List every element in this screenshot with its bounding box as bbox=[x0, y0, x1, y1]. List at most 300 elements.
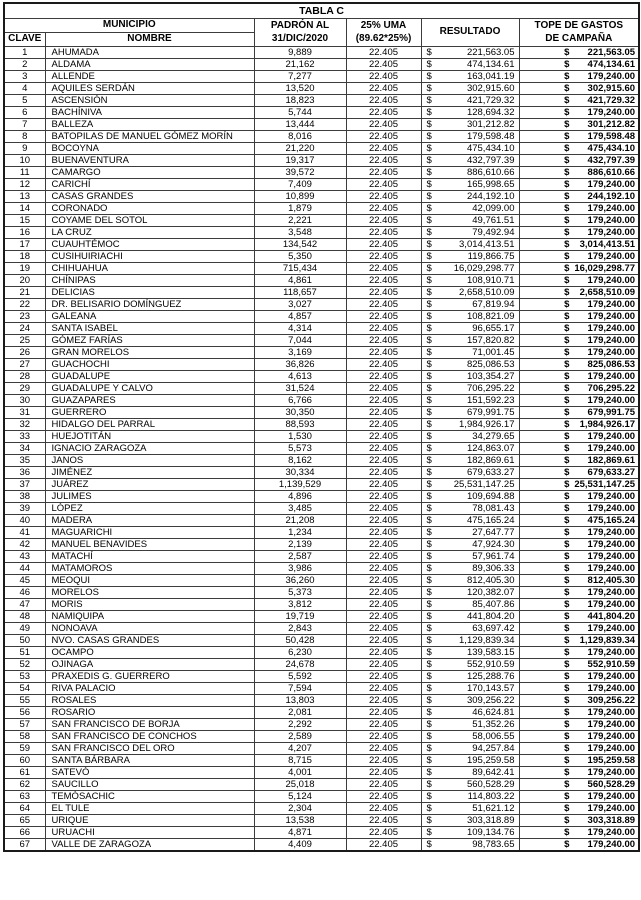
resultado-amount: 96,655.17 bbox=[472, 323, 515, 334]
resultado-cell bbox=[421, 791, 519, 803]
resultado-amount: 179,598.48 bbox=[466, 131, 515, 142]
uma-cell: 22.405 bbox=[346, 83, 421, 95]
nombre-cell: SANTA BÁRBARA bbox=[45, 755, 254, 767]
currency-symbol: $ bbox=[564, 479, 570, 490]
nombre-cell: JANOS bbox=[45, 455, 254, 467]
uma-cell: 22.405 bbox=[346, 587, 421, 599]
tope-amount: 679,991.75 bbox=[587, 407, 636, 418]
currency-symbol: $ bbox=[426, 251, 432, 262]
nombre-cell: ALDAMA bbox=[45, 59, 254, 71]
clave-cell: 6 bbox=[4, 107, 45, 119]
tope-cell bbox=[519, 431, 639, 443]
resultado-amount: 441,804.20 bbox=[466, 611, 515, 622]
table-title-row bbox=[4, 3, 639, 19]
clave-cell: 65 bbox=[4, 815, 45, 827]
resultado-amount: 170,143.57 bbox=[466, 683, 515, 694]
tope-amount: 179,240.00 bbox=[587, 647, 636, 658]
currency-symbol: $ bbox=[564, 227, 570, 238]
currency-symbol: $ bbox=[426, 107, 432, 118]
resultado-cell bbox=[421, 803, 519, 815]
resultado-amount: 309,256.22 bbox=[466, 695, 515, 706]
tope-cell bbox=[519, 455, 639, 467]
clave-cell: 31 bbox=[4, 407, 45, 419]
padron-cell: 3,548 bbox=[254, 227, 346, 239]
tope-cell bbox=[519, 755, 639, 767]
clave-cell: 41 bbox=[4, 527, 45, 539]
nombre-cell: LÓPEZ bbox=[45, 503, 254, 515]
clave-cell: 14 bbox=[4, 203, 45, 215]
tope-cell bbox=[519, 383, 639, 395]
tope-cell bbox=[519, 155, 639, 167]
uma-cell: 22.405 bbox=[346, 743, 421, 755]
currency-symbol: $ bbox=[564, 455, 570, 466]
currency-symbol: $ bbox=[564, 323, 570, 334]
currency-symbol: $ bbox=[564, 587, 570, 598]
resultado-cell bbox=[421, 227, 519, 239]
tope-cell bbox=[519, 395, 639, 407]
padron-cell: 5,573 bbox=[254, 443, 346, 455]
padron-cell: 4,861 bbox=[254, 275, 346, 287]
resultado-cell bbox=[421, 563, 519, 575]
resultado-cell bbox=[421, 215, 519, 227]
table-row bbox=[4, 791, 639, 803]
currency-symbol: $ bbox=[426, 443, 432, 454]
resultado-amount: 706,295.22 bbox=[466, 383, 515, 394]
table-row bbox=[4, 611, 639, 623]
resultado-amount: 139,583.15 bbox=[466, 647, 515, 658]
uma-cell: 22.405 bbox=[346, 551, 421, 563]
table-row bbox=[4, 239, 639, 251]
tope-amount: 886,610.66 bbox=[587, 167, 636, 178]
table-row bbox=[4, 491, 639, 503]
currency-symbol: $ bbox=[426, 299, 432, 310]
currency-symbol: $ bbox=[564, 827, 570, 838]
currency-symbol: $ bbox=[426, 695, 432, 706]
padron-cell: 24,678 bbox=[254, 659, 346, 671]
currency-symbol: $ bbox=[426, 659, 432, 670]
resultado-amount: 46,624.81 bbox=[472, 707, 515, 718]
resultado-amount: 244,192.10 bbox=[466, 191, 515, 202]
resultado-cell bbox=[421, 83, 519, 95]
tope-amount: 179,240.00 bbox=[587, 491, 636, 502]
tope-amount: 179,240.00 bbox=[587, 839, 636, 850]
tope-cell bbox=[519, 191, 639, 203]
clave-cell: 60 bbox=[4, 755, 45, 767]
nombre-cell: TEMÓSACHIC bbox=[45, 791, 254, 803]
clave-cell: 54 bbox=[4, 683, 45, 695]
nombre-cell: GUERRERO bbox=[45, 407, 254, 419]
tope-amount: 179,240.00 bbox=[587, 203, 636, 214]
resultado-amount: 94,257.84 bbox=[472, 743, 515, 754]
table-row bbox=[4, 743, 639, 755]
tope-cell bbox=[519, 119, 639, 131]
tope-cell bbox=[519, 539, 639, 551]
currency-symbol: $ bbox=[564, 803, 570, 814]
uma-cell: 22.405 bbox=[346, 815, 421, 827]
padron-cell: 4,207 bbox=[254, 743, 346, 755]
nombre-cell: MAGUARICHI bbox=[45, 527, 254, 539]
currency-symbol: $ bbox=[564, 743, 570, 754]
table-row bbox=[4, 215, 639, 227]
resultado-cell bbox=[421, 707, 519, 719]
table-row bbox=[4, 299, 639, 311]
table-row bbox=[4, 563, 639, 575]
resultado-cell bbox=[421, 767, 519, 779]
clave-cell: 51 bbox=[4, 647, 45, 659]
resultado-cell bbox=[421, 359, 519, 371]
padron-cell: 2,139 bbox=[254, 539, 346, 551]
uma-cell: 22.405 bbox=[346, 311, 421, 323]
resultado-amount: 1,984,926.17 bbox=[459, 419, 515, 430]
resultado-amount: 679,633.27 bbox=[466, 467, 515, 478]
clave-cell: 29 bbox=[4, 383, 45, 395]
resultado-cell bbox=[421, 395, 519, 407]
padron-cell: 25,018 bbox=[254, 779, 346, 791]
uma-cell: 22.405 bbox=[346, 47, 421, 59]
nombre-cell: JUÁREZ bbox=[45, 479, 254, 491]
padron-cell: 2,081 bbox=[254, 707, 346, 719]
padron-cell: 8,162 bbox=[254, 455, 346, 467]
clave-cell: 13 bbox=[4, 191, 45, 203]
nombre-cell: LA CRUZ bbox=[45, 227, 254, 239]
currency-symbol: $ bbox=[564, 407, 570, 418]
padron-cell: 18,823 bbox=[254, 95, 346, 107]
clave-cell: 50 bbox=[4, 635, 45, 647]
tope-amount: 25,531,147.25 bbox=[574, 479, 636, 490]
tope-amount: 179,240.00 bbox=[587, 347, 636, 358]
currency-symbol: $ bbox=[426, 179, 432, 190]
resultado-amount: 825,086.53 bbox=[466, 359, 515, 370]
clave-cell: 53 bbox=[4, 671, 45, 683]
currency-symbol: $ bbox=[564, 251, 570, 262]
tope-cell bbox=[519, 743, 639, 755]
currency-symbol: $ bbox=[564, 299, 570, 310]
table-title: TABLA C bbox=[4, 3, 639, 19]
tope-amount: 679,633.27 bbox=[587, 467, 636, 478]
table-row bbox=[4, 419, 639, 431]
table-row bbox=[4, 443, 639, 455]
table-row bbox=[4, 527, 639, 539]
tope-cell bbox=[519, 503, 639, 515]
clave-cell: 39 bbox=[4, 503, 45, 515]
clave-cell: 45 bbox=[4, 575, 45, 587]
uma-cell: 22.405 bbox=[346, 563, 421, 575]
resultado-amount: 1,129,839.34 bbox=[459, 635, 515, 646]
tope-cell bbox=[519, 527, 639, 539]
clave-cell: 55 bbox=[4, 695, 45, 707]
resultado-amount: 63,697.42 bbox=[472, 623, 515, 634]
currency-symbol: $ bbox=[564, 71, 570, 82]
clave-cell: 4 bbox=[4, 83, 45, 95]
uma-cell: 22.405 bbox=[346, 575, 421, 587]
nombre-cell: GUACHOCHI bbox=[45, 359, 254, 371]
padron-cell: 50,428 bbox=[254, 635, 346, 647]
clave-cell: 3 bbox=[4, 71, 45, 83]
padron-cell: 4,001 bbox=[254, 767, 346, 779]
resultado-cell bbox=[421, 755, 519, 767]
tope-cell bbox=[519, 167, 639, 179]
padron-cell: 3,169 bbox=[254, 347, 346, 359]
resultado-cell bbox=[421, 131, 519, 143]
uma-cell: 22.405 bbox=[346, 71, 421, 83]
resultado-cell bbox=[421, 455, 519, 467]
uma-cell: 22.405 bbox=[346, 167, 421, 179]
currency-symbol: $ bbox=[426, 515, 432, 526]
currency-symbol: $ bbox=[426, 683, 432, 694]
resultado-amount: 67,819.94 bbox=[472, 299, 515, 310]
tope-amount: 182,869.61 bbox=[587, 455, 636, 466]
padron-cell: 5,592 bbox=[254, 671, 346, 683]
currency-symbol: $ bbox=[564, 575, 570, 586]
tope-cell bbox=[519, 731, 639, 743]
padron-cell: 3,485 bbox=[254, 503, 346, 515]
resultado-cell bbox=[421, 815, 519, 827]
currency-symbol: $ bbox=[564, 47, 570, 58]
uma-cell: 22.405 bbox=[346, 623, 421, 635]
padron-cell: 21,162 bbox=[254, 59, 346, 71]
resultado-cell bbox=[421, 467, 519, 479]
clave-cell: 58 bbox=[4, 731, 45, 743]
currency-symbol: $ bbox=[564, 599, 570, 610]
currency-symbol: $ bbox=[564, 191, 570, 202]
tope-amount: 179,240.00 bbox=[587, 215, 636, 226]
table-row bbox=[4, 131, 639, 143]
currency-symbol: $ bbox=[564, 287, 570, 298]
table-row bbox=[4, 551, 639, 563]
tope-amount: 179,598.48 bbox=[587, 131, 636, 142]
header-uma-line2: (89.62*25%) bbox=[355, 32, 412, 44]
nombre-cell: EL TULE bbox=[45, 803, 254, 815]
tope-cell bbox=[519, 335, 639, 347]
tope-amount: 179,240.00 bbox=[587, 539, 636, 550]
resultado-amount: 195,259.58 bbox=[466, 755, 515, 766]
uma-cell: 22.405 bbox=[346, 119, 421, 131]
clave-cell: 49 bbox=[4, 623, 45, 635]
header-padron-line1: PADRÓN AL bbox=[270, 20, 330, 31]
currency-symbol: $ bbox=[564, 431, 570, 442]
clave-cell: 43 bbox=[4, 551, 45, 563]
tope-cell bbox=[519, 515, 639, 527]
uma-cell: 22.405 bbox=[346, 755, 421, 767]
padron-cell: 13,444 bbox=[254, 119, 346, 131]
resultado-cell bbox=[421, 623, 519, 635]
uma-cell: 22.405 bbox=[346, 779, 421, 791]
resultado-cell bbox=[421, 335, 519, 347]
tope-amount: 825,086.53 bbox=[587, 359, 636, 370]
nombre-cell: BOCOYNA bbox=[45, 143, 254, 155]
currency-symbol: $ bbox=[426, 287, 432, 298]
clave-cell: 16 bbox=[4, 227, 45, 239]
padron-cell: 7,594 bbox=[254, 683, 346, 695]
nombre-cell: MATACHÍ bbox=[45, 551, 254, 563]
currency-symbol: $ bbox=[426, 563, 432, 574]
nombre-cell: MANUEL BENAVIDES bbox=[45, 539, 254, 551]
tope-amount: 179,240.00 bbox=[587, 803, 636, 814]
currency-symbol: $ bbox=[564, 203, 570, 214]
header-municipio-group: MUNICIPIO bbox=[4, 19, 254, 33]
currency-symbol: $ bbox=[426, 623, 432, 634]
currency-symbol: $ bbox=[426, 767, 432, 778]
resultado-amount: 58,006.55 bbox=[472, 731, 515, 742]
uma-cell: 22.405 bbox=[346, 467, 421, 479]
table-row bbox=[4, 455, 639, 467]
tope-amount: 303,318.89 bbox=[587, 815, 636, 826]
nombre-cell: MATAMOROS bbox=[45, 563, 254, 575]
currency-symbol: $ bbox=[426, 263, 432, 274]
nombre-cell: GUADALUPE Y CALVO bbox=[45, 383, 254, 395]
tope-cell bbox=[519, 659, 639, 671]
padron-cell: 6,766 bbox=[254, 395, 346, 407]
header-resultado: RESULTADO bbox=[421, 19, 519, 47]
table-body bbox=[4, 47, 639, 852]
nombre-cell: CORONADO bbox=[45, 203, 254, 215]
tope-cell bbox=[519, 623, 639, 635]
padron-cell: 3,986 bbox=[254, 563, 346, 575]
table-row bbox=[4, 587, 639, 599]
header-tope bbox=[519, 19, 639, 47]
uma-cell: 22.405 bbox=[346, 527, 421, 539]
currency-symbol: $ bbox=[564, 383, 570, 394]
currency-symbol: $ bbox=[564, 839, 570, 850]
clave-cell: 47 bbox=[4, 599, 45, 611]
table-row bbox=[4, 815, 639, 827]
resultado-amount: 25,531,147.25 bbox=[453, 479, 515, 490]
currency-symbol: $ bbox=[426, 215, 432, 226]
currency-symbol: $ bbox=[426, 455, 432, 466]
currency-symbol: $ bbox=[426, 707, 432, 718]
tope-amount: 179,240.00 bbox=[587, 623, 636, 634]
currency-symbol: $ bbox=[564, 779, 570, 790]
resultado-amount: 71,001.45 bbox=[472, 347, 515, 358]
uma-cell: 22.405 bbox=[346, 767, 421, 779]
tope-cell bbox=[519, 443, 639, 455]
padron-cell: 8,016 bbox=[254, 131, 346, 143]
tope-amount: 474,134.61 bbox=[587, 59, 636, 70]
tope-amount: 179,240.00 bbox=[587, 371, 636, 382]
currency-symbol: $ bbox=[426, 791, 432, 802]
currency-symbol: $ bbox=[426, 575, 432, 586]
table-header bbox=[4, 3, 639, 47]
currency-symbol: $ bbox=[426, 551, 432, 562]
resultado-cell bbox=[421, 275, 519, 287]
uma-cell: 22.405 bbox=[346, 275, 421, 287]
currency-symbol: $ bbox=[564, 359, 570, 370]
resultado-cell bbox=[421, 635, 519, 647]
tope-cell bbox=[519, 215, 639, 227]
currency-symbol: $ bbox=[426, 83, 432, 94]
table-row bbox=[4, 623, 639, 635]
currency-symbol: $ bbox=[564, 263, 570, 274]
tope-cell bbox=[519, 275, 639, 287]
tope-amount: 421,729.32 bbox=[587, 95, 636, 106]
table-row bbox=[4, 107, 639, 119]
padron-cell: 1,879 bbox=[254, 203, 346, 215]
currency-symbol: $ bbox=[564, 767, 570, 778]
tope-amount: 441,804.20 bbox=[587, 611, 636, 622]
padron-cell: 1,139,529 bbox=[254, 479, 346, 491]
uma-cell: 22.405 bbox=[346, 287, 421, 299]
table-row bbox=[4, 467, 639, 479]
tope-cell bbox=[519, 719, 639, 731]
uma-cell: 22.405 bbox=[346, 659, 421, 671]
padron-cell: 13,803 bbox=[254, 695, 346, 707]
resultado-amount: 125,288.76 bbox=[466, 671, 515, 682]
nombre-cell: SAUCILLO bbox=[45, 779, 254, 791]
padron-cell: 715,434 bbox=[254, 263, 346, 275]
tope-amount: 179,240.00 bbox=[587, 767, 636, 778]
currency-symbol: $ bbox=[426, 323, 432, 334]
padron-cell: 4,871 bbox=[254, 827, 346, 839]
currency-symbol: $ bbox=[426, 755, 432, 766]
currency-symbol: $ bbox=[564, 107, 570, 118]
tope-amount: 179,240.00 bbox=[587, 671, 636, 682]
padron-cell: 88,593 bbox=[254, 419, 346, 431]
nombre-cell: HIDALGO DEL PARRAL bbox=[45, 419, 254, 431]
currency-symbol: $ bbox=[426, 47, 432, 58]
clave-cell: 56 bbox=[4, 707, 45, 719]
table-row bbox=[4, 803, 639, 815]
currency-symbol: $ bbox=[426, 479, 432, 490]
header-tope-line2: DE CAMPAÑA bbox=[545, 32, 613, 44]
tope-amount: 221,563.05 bbox=[587, 47, 636, 58]
uma-cell: 22.405 bbox=[346, 599, 421, 611]
resultado-cell bbox=[421, 251, 519, 263]
resultado-amount: 120,382.07 bbox=[466, 587, 515, 598]
resultado-amount: 119,866.75 bbox=[467, 251, 515, 262]
nombre-cell: NVO. CASAS GRANDES bbox=[45, 635, 254, 647]
resultado-amount: 34,279.65 bbox=[472, 431, 515, 442]
clave-cell: 38 bbox=[4, 491, 45, 503]
padron-cell: 4,896 bbox=[254, 491, 346, 503]
tope-amount: 706,295.22 bbox=[587, 383, 636, 394]
resultado-cell bbox=[421, 47, 519, 59]
resultado-amount: 302,915.60 bbox=[466, 83, 515, 94]
nombre-cell: SATEVÓ bbox=[45, 767, 254, 779]
clave-cell: 42 bbox=[4, 539, 45, 551]
currency-symbol: $ bbox=[426, 203, 432, 214]
nombre-cell: CASAS GRANDES bbox=[45, 191, 254, 203]
clave-cell: 62 bbox=[4, 779, 45, 791]
table-row bbox=[4, 191, 639, 203]
nombre-cell: MEOQUI bbox=[45, 575, 254, 587]
table-row bbox=[4, 599, 639, 611]
currency-symbol: $ bbox=[564, 755, 570, 766]
uma-cell: 22.405 bbox=[346, 107, 421, 119]
padron-cell: 6,230 bbox=[254, 647, 346, 659]
tope-amount: 179,240.00 bbox=[587, 71, 636, 82]
clave-cell: 22 bbox=[4, 299, 45, 311]
resultado-cell bbox=[421, 479, 519, 491]
clave-cell: 48 bbox=[4, 611, 45, 623]
currency-symbol: $ bbox=[564, 59, 570, 70]
resultado-cell bbox=[421, 515, 519, 527]
nombre-cell: NAMIQUIPA bbox=[45, 611, 254, 623]
nombre-cell: GRAN MORELOS bbox=[45, 347, 254, 359]
uma-cell: 22.405 bbox=[346, 443, 421, 455]
tope-amount: 195,259.58 bbox=[587, 755, 636, 766]
currency-symbol: $ bbox=[426, 395, 432, 406]
resultado-amount: 109,694.88 bbox=[466, 491, 515, 502]
nombre-cell: GUADALUPE bbox=[45, 371, 254, 383]
currency-symbol: $ bbox=[564, 131, 570, 142]
nombre-cell: DELICIAS bbox=[45, 287, 254, 299]
table-row bbox=[4, 275, 639, 287]
table-row bbox=[4, 287, 639, 299]
nombre-cell: IGNACIO ZARAGOZA bbox=[45, 443, 254, 455]
tope-cell bbox=[519, 83, 639, 95]
nombre-cell: SAN FRANCISCO DEL ORO bbox=[45, 743, 254, 755]
nombre-cell: OCAMPO bbox=[45, 647, 254, 659]
